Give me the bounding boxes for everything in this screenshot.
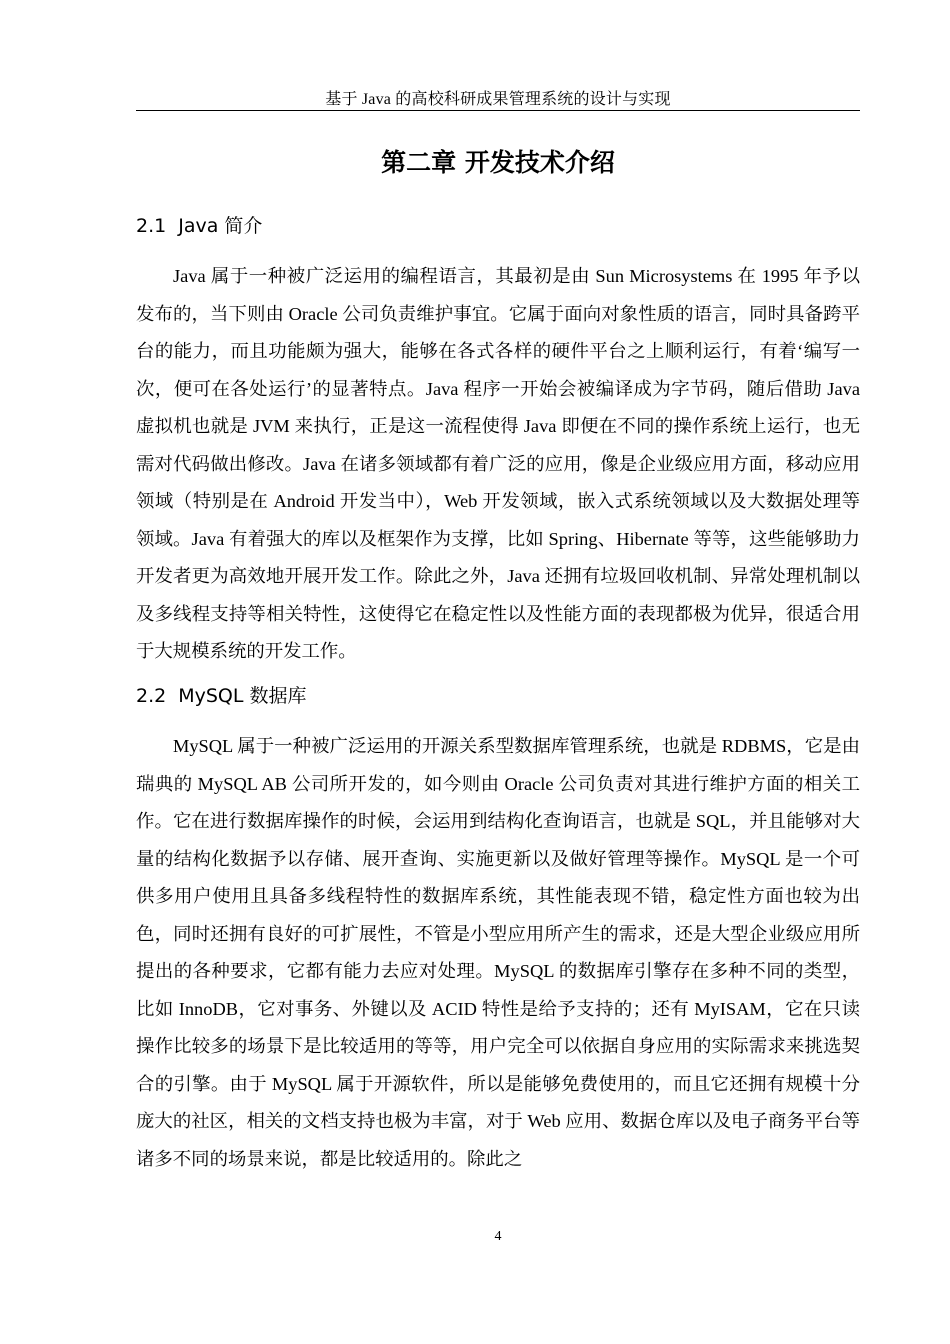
page-number: 4 xyxy=(494,1229,502,1244)
section-heading-java xyxy=(136,213,860,239)
section-number: 2.2 xyxy=(136,685,167,707)
chapter-title: 第二章 开发技术介绍 xyxy=(381,148,615,177)
section-heading-mysql xyxy=(136,683,860,709)
section-title: Java 简介 xyxy=(178,215,263,237)
section-number: 2.1 xyxy=(136,215,167,237)
section-title: MySQL 数据库 xyxy=(178,685,307,707)
paragraph-mysql-intro: MySQL 属于一种被广泛运用的开源关系型数据库管理系统，也就是 RDBMS，它是由瑞典的 MySQL AB 公司所开发的，如今则由 Oracle 公司负责对其进行维护方面的相关工作。它在进行数据库操作的时候，会运用到结构化查询语言，也就是 SQL，并且能够对大量的结构化数据予以存储、展开查询、实施更新以及做好管理等操作。MySQL 是一个可供多用户使用且具备多线程特性的数据库系统，其性能表现不错，稳定性方面也较为出色，同时还拥有良好的可扩展性，不管是小型应用所产生的需求，还是大型企业级应用所提出的各种要求，它都有能力去应对处理。MySQL 的数据库引擎存在多种不同的类型，比如 InnoDB，它对事务、外键以及 ACID 特性是给予支持的；还有 MyISAM，它在只读操作比较多的场景下是比较适用的等等，用户完全可以依据自身应用的实际需求来挑选契合的引擎。由于 MySQL 属于开源软件，所以是能够免费使用的，而且它还拥有规模十分庞大的社区，相关的文档支持也极为丰富，对于 Web 应用、数据仓库以及电子商务平台等诸多不同的场景来说，都是比较适用的。除此之 xyxy=(136,736,860,1169)
running-header: 基于 Java 的高校科研成果管理系统的设计与实现 xyxy=(325,91,671,108)
paragraph-java-intro: Java 属于一种被广泛运用的编程语言，其最初是由 Sun Microsystems 在 1995 年予以发布的，当下则由 Oracle 公司负责维护事宜。它属于面向对象性质的语言，同时具备跨平台的能力，而且功能颇为强大，能够在各式各样的硬件平台之上顺利运行，有着‘编写一次，便可在各处运行’的显著特点。Java 程序一开始会被编译成为字节码，随后借助 Java 虚拟机也就是 JVM 来执行，正是这一流程使得 Java 即便在不同的操作系统上运行，也无需对代码做出修改。Java 在诸多领域都有着广泛的应用，像是企业级应用方面，移动应用领域（特别是在 Android 开发当中），Web 开发领域，嵌入式系统领域以及大数据处理等领域。Java 有着强大的库以及框架作为支撑，比如 Spring、Hibernate 等等，这些能够助力开发者更为高效地开展开发工作。除此之外，Java 还拥有垃圾回收机制、异常处理机制以及多线程支持等相关特性，这使得它在稳定性以及性能方面的表现都极为优异，很适合用于大规模系统的开发工作。 xyxy=(136,266,860,661)
header-rule xyxy=(136,110,860,111)
